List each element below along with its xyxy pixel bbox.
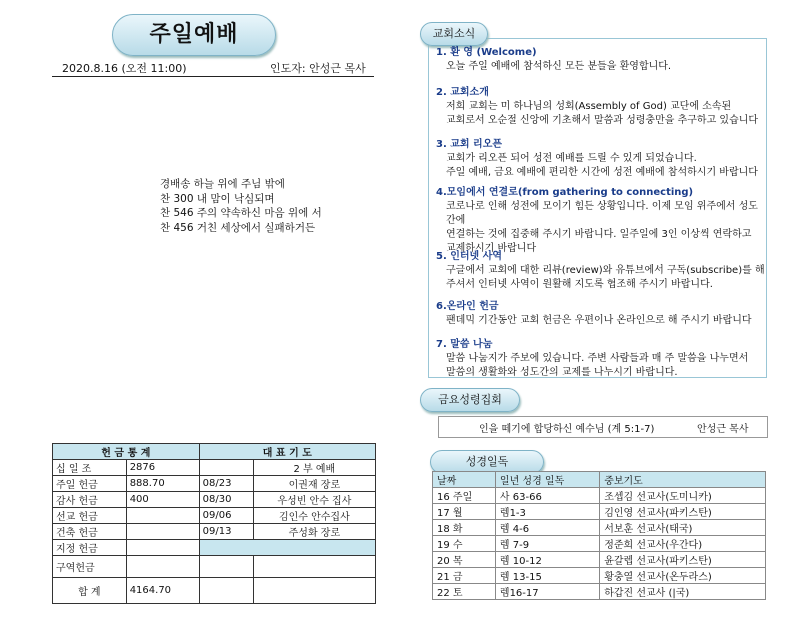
table-row: 19 수 렘 7-9 정준희 선교사(우간다) <box>433 536 766 552</box>
title-banner <box>112 14 276 56</box>
service-date: 2020.8.16 (오전 11:00) <box>62 62 187 75</box>
hymn-item: 찬 456 거친 세상에서 실패하거든 <box>160 221 316 234</box>
table-row: 구역헌금 <box>53 556 376 578</box>
service-leader: 인도자: 안성근 목사 <box>270 62 366 75</box>
friday-header <box>420 388 520 412</box>
news-item: 1. 환 영 (Welcome) 오늘 주일 예배에 참석하신 모든 분들을 환영합니다. <box>436 47 672 72</box>
page-title: 주일예배 <box>149 22 239 47</box>
table-row: 20 목 렘 10-12 윤갈렙 선교사(파키스탄) <box>433 552 766 568</box>
table-row: 감사 헌금 400 08/30 우성빈 안수 집사 <box>53 492 376 508</box>
offering-table <box>52 443 376 604</box>
hymn-item: 경배송 하늘 위에 주님 밖에 <box>160 178 285 190</box>
table-row: 지정 헌금 <box>53 540 376 556</box>
news-item: 7. 말씀 나눔 말씀 나눔지가 주보에 있습니다. 주변 사람들과 매 주 말씀을 나누면서 말씀의 생활화와 성도간의 교제를 나누시기 바랍니다. <box>436 339 749 378</box>
table-row: 주일 헌금 888.70 08/23 이권재 장로 <box>53 476 376 492</box>
total-amount: 4164.70 <box>126 578 199 604</box>
table-header-row: 날짜 일년 성경 일독 중보기도 <box>433 472 766 488</box>
friday-header-label: 금요성령집회 <box>438 393 502 406</box>
divider <box>52 76 374 77</box>
table-row: 십 일 조 2876 2 부 예배 <box>53 460 376 476</box>
table-row: 21 금 렘 13-15 황충열 선교사(온두라스) <box>433 568 766 584</box>
table-row: 17 월 렘1-3 김인영 선교사(파키스탄) <box>433 504 766 520</box>
table-row: 18 화 렘 4-6 서보훈 선교사(태국) <box>433 520 766 536</box>
total-row <box>53 578 376 604</box>
friday-speaker: 안성근 목사 <box>697 424 749 435</box>
reading-header-label: 성경일독 <box>465 455 509 468</box>
news-item: 6.온라인 헌금 팬데믹 기간동안 교회 헌금은 우편이나 온라인으로 해 주시기 바랍니다 <box>436 301 752 326</box>
table-row: 선교 헌금 09/06 김인수 안수집사 <box>53 508 376 524</box>
friday-box <box>438 416 768 438</box>
news-header-label: 교회소식 <box>432 27 476 40</box>
prayer-header: 대 표 기 도 <box>199 444 375 460</box>
news-item: 5. 인터넷 사역 구글에서 교회에 대한 리뷰(review)와 유튜브에서 구독(subscribe)를 해 주셔서 인터넷 사역이 원활해 지도록 협조해 주시기 바랍니다. <box>436 251 765 290</box>
hymn-item: 찬 546 주의 약속하신 마음 위에 서 <box>160 207 322 219</box>
news-header <box>420 22 488 46</box>
offering-header: 헌 금 통 계 <box>53 444 200 460</box>
table-row: 건축 헌금 09/13 주성화 장로 <box>53 524 376 540</box>
news-item: 3. 교회 리오픈 교회가 리오픈 되어 성전 예배를 드릴 수 있게 되었습니다. 주일 예배, 금요 예배에 편리한 시간에 성전 예배에 참석하시기 바랍니다 <box>436 139 758 178</box>
friday-sermon: 인을 떼기에 합당하신 예수님 (계 5:1-7) <box>479 424 655 435</box>
hymn-list <box>160 177 322 235</box>
table-row: 22 토 렘16-17 하갑진 선교사 (|국) <box>433 584 766 600</box>
news-item: 2. 교회소개 저희 교회는 미 하나님의 성회(Assembly of God) 교단에 소속된 교회로서 오순절 신앙에 기초해서 말씀과 성령충만을 추구하고 있습니다 <box>436 87 759 126</box>
total-label: 합 계 <box>53 578 127 604</box>
reading-table <box>432 471 766 600</box>
hymn-item: 찬 300 내 맘이 낙심되며 <box>160 192 275 205</box>
table-row: 16 주일 사 63-66 조셉김 선교사(도미니카) <box>433 488 766 504</box>
news-item: 4.모임에서 연결로(from gathering to connecting) 코로나로 인해 성전에 모이기 힘든 상황입니다. 이제 모임 위주에서 성도간에 연결하는 것에 집중해 주시기 바랍니다. 일주일에 3인 이상씩 연락하고 교제하시기 바랍니다 <box>436 187 758 254</box>
